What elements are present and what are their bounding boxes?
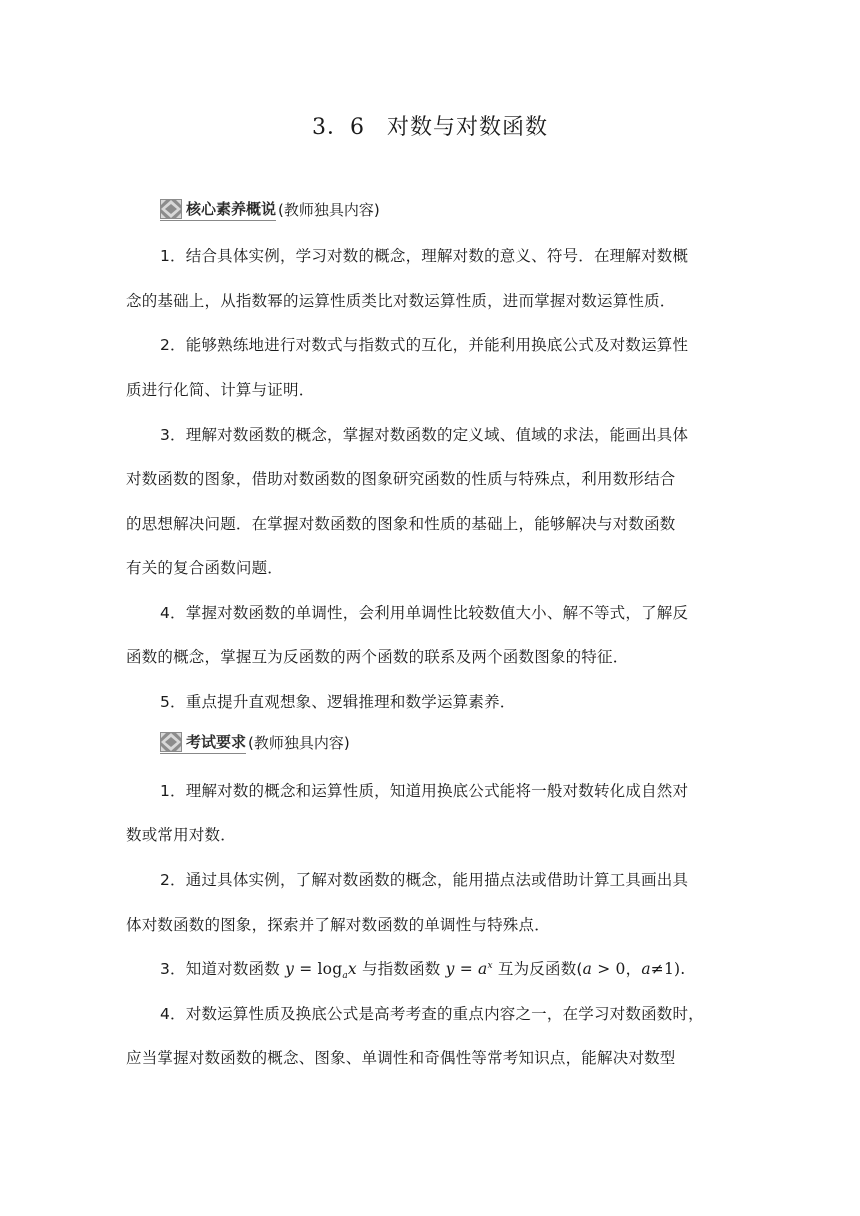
text-line: 4．掌握对数函数的单调性，会利用单调性比较数值大小、解不等式，了解反 <box>160 604 689 622</box>
section-title: 对数与对数函数 <box>386 115 548 140</box>
text-line: 应当掌握对数函数的概念、图象、单调性和奇偶性等常考知识点，能解决对数型 <box>126 1049 676 1067</box>
diamond-pattern-icon <box>160 199 182 219</box>
text-line: 念的基础上，从指数幂的运算性质类比对数运算性质，进而掌握对数运算性质． <box>126 292 676 310</box>
text-line: 有关的复合函数问题． <box>126 559 284 577</box>
text-line: 3．理解对数函数的概念，掌握对数函数的定义域、值域的求法，能画出具体 <box>160 426 689 444</box>
formula-line: 3．知道对数函数 $y = \log_ax$ 与指数函数 $y = a^x$ 互为反函数(a > 0，a≠1). <box>160 960 686 982</box>
page-title <box>0 110 860 141</box>
teacher-only-note: (教师独具内容) <box>278 201 380 219</box>
exam-requirements-label: 考试要求 <box>186 733 247 751</box>
text-line: 函数的概念，掌握互为反函数的两个函数的联系及两个函数图象的特征． <box>126 648 629 666</box>
core-literacy-badge <box>160 198 276 221</box>
text-line: 5．重点提升直观想象、逻辑推理和数学运算素养． <box>160 693 516 711</box>
diamond-pattern-icon <box>160 732 182 752</box>
exam-requirements-header <box>160 728 350 754</box>
text-line: 质进行化简、计算与证明． <box>126 381 315 399</box>
text-line: 1．结合具体实例，学习对数的概念，理解对数的意义、符号．在理解对数概 <box>160 247 689 265</box>
text-line: 2．能够熟练地进行对数式与指数式的互化，并能利用换底公式及对数运算性 <box>160 336 689 354</box>
text-line: 4．对数运算性质及换底公式是高考考查的重点内容之一，在学习对数函数时， <box>160 1005 704 1023</box>
exam-requirements-badge <box>160 731 246 754</box>
section-number: 3．6 <box>311 115 365 140</box>
text-line: 体对数函数的图象，探索并了解对数函数的单调性与特殊点． <box>126 916 550 934</box>
text-line: 的思想解决问题．在掌握对数函数的图象和性质的基础上，能够解决与对数函数 <box>126 515 676 533</box>
text-line: 1．理解对数的概念和运算性质，知道用换底公式能将一般对数转化成自然对 <box>160 782 689 800</box>
text-line: 对数函数的图象，借助对数函数的图象研究函数的性质与特殊点，利用数形结合 <box>126 470 676 488</box>
text-line: 2．通过具体实例，了解对数函数的概念，能用描点法或借助计算工具画出具 <box>160 871 689 889</box>
core-literacy-header <box>160 195 380 221</box>
text-line: 数或常用对数． <box>126 826 236 844</box>
teacher-only-note: (教师独具内容) <box>248 734 350 752</box>
core-literacy-label: 核心素养概说 <box>186 200 277 218</box>
